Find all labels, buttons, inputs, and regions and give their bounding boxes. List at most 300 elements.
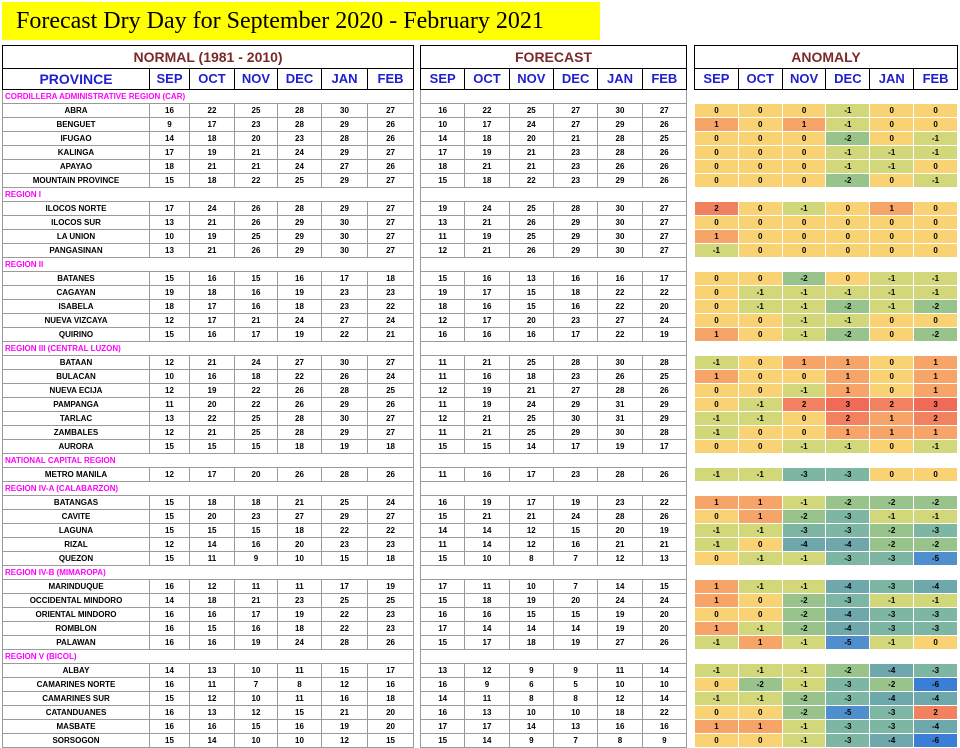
anomaly-value: 1 — [870, 412, 914, 426]
normal-value: 26 — [368, 636, 414, 650]
province-row — [695, 552, 958, 566]
anomaly-value: -3 — [826, 678, 870, 692]
normal-header-row — [3, 46, 414, 69]
normal-value: 15 — [235, 440, 278, 454]
region-spacer — [695, 258, 958, 272]
forecast-value: 21 — [465, 426, 509, 440]
forecast-value: 20 — [553, 594, 597, 608]
forecast-value: 17 — [465, 118, 509, 132]
month-header: JAN — [598, 69, 642, 90]
forecast-value: 28 — [598, 146, 642, 160]
forecast-value: 11 — [421, 538, 465, 552]
anomaly-value: -1 — [695, 636, 739, 650]
forecast-value: 31 — [598, 398, 642, 412]
normal-value: 23 — [235, 118, 278, 132]
forecast-value: 14 — [465, 538, 509, 552]
forecast-value: 9 — [642, 734, 686, 748]
normal-value: 16 — [235, 538, 278, 552]
province-name: KALINGA — [3, 146, 150, 160]
forecast-value: 11 — [465, 580, 509, 594]
anomaly-value: -2 — [782, 692, 826, 706]
province-row — [695, 524, 958, 538]
anomaly-value: -3 — [870, 608, 914, 622]
forecast-value: 16 — [421, 678, 465, 692]
anomaly-value: 1 — [914, 426, 958, 440]
normal-value: 11 — [278, 664, 322, 678]
normal-value: 11 — [235, 580, 278, 594]
normal-value: 26 — [235, 202, 278, 216]
forecast-value: 17 — [421, 622, 465, 636]
normal-value: 23 — [368, 622, 414, 636]
normal-column-header-row — [3, 69, 414, 90]
month-header: FEB — [914, 69, 958, 90]
forecast-value: 27 — [642, 202, 686, 216]
anomaly-value: -2 — [914, 328, 958, 342]
anomaly-value: 0 — [870, 314, 914, 328]
forecast-value: 17 — [509, 496, 553, 510]
forecast-value: 17 — [465, 286, 509, 300]
region-row — [3, 482, 414, 496]
anomaly-value: 0 — [738, 132, 782, 146]
anomaly-value: -5 — [826, 706, 870, 720]
normal-value: 8 — [278, 678, 322, 692]
province-row — [695, 412, 958, 426]
normal-value: 12 — [150, 314, 190, 328]
anomaly-table — [694, 45, 958, 748]
anomaly-value: 1 — [826, 426, 870, 440]
normal-value: 18 — [190, 496, 235, 510]
region-row — [421, 90, 687, 104]
province-row — [421, 510, 687, 524]
forecast-value: 24 — [509, 398, 553, 412]
anomaly-value: -1 — [782, 286, 826, 300]
forecast-value: 21 — [465, 216, 509, 230]
anomaly-value: -1 — [782, 496, 826, 510]
anomaly-value: 0 — [870, 216, 914, 230]
normal-value: 11 — [150, 398, 190, 412]
forecast-value: 24 — [465, 202, 509, 216]
anomaly-value: 0 — [695, 272, 739, 286]
anomaly-value: 1 — [782, 356, 826, 370]
normal-value: 26 — [368, 132, 414, 146]
forecast-value: 14 — [421, 692, 465, 706]
normal-table-body — [3, 90, 414, 748]
forecast-value: 16 — [465, 272, 509, 286]
forecast-value: 12 — [509, 524, 553, 538]
province-row — [3, 524, 414, 538]
forecast-value: 24 — [598, 594, 642, 608]
normal-value: 23 — [322, 538, 368, 552]
anomaly-value: 0 — [870, 132, 914, 146]
normal-value: 18 — [368, 440, 414, 454]
normal-value: 21 — [190, 160, 235, 174]
forecast-value: 24 — [642, 314, 686, 328]
anomaly-value: 0 — [695, 300, 739, 314]
normal-value: 16 — [190, 720, 235, 734]
province-row — [695, 720, 958, 734]
anomaly-value: -2 — [782, 594, 826, 608]
region-name: REGION IV-B (MIMAROPA) — [3, 566, 414, 580]
normal-value: 20 — [368, 720, 414, 734]
province-name: BATAAN — [3, 356, 150, 370]
forecast-value: 28 — [642, 426, 686, 440]
anomaly-value: -1 — [914, 510, 958, 524]
anomaly-value: 0 — [738, 608, 782, 622]
forecast-value: 21 — [642, 538, 686, 552]
province-row — [695, 328, 958, 342]
forecast-value: 9 — [509, 734, 553, 748]
province-row — [695, 398, 958, 412]
normal-value: 20 — [235, 468, 278, 482]
province-row — [3, 202, 414, 216]
forecast-value: 30 — [598, 426, 642, 440]
anomaly-value: 0 — [782, 104, 826, 118]
province-name: LAGUNA — [3, 524, 150, 538]
anomaly-value: 0 — [782, 244, 826, 258]
region-row — [695, 90, 958, 104]
forecast-value: 18 — [509, 636, 553, 650]
province-row — [421, 720, 687, 734]
region-name: REGION II — [3, 258, 414, 272]
anomaly-value: 0 — [914, 244, 958, 258]
region-row — [3, 454, 414, 468]
anomaly-value: -4 — [870, 664, 914, 678]
normal-value: 23 — [278, 594, 322, 608]
forecast-value: 22 — [509, 174, 553, 188]
month-header: JAN — [322, 69, 368, 90]
normal-value: 15 — [368, 734, 414, 748]
forecast-value: 10 — [509, 580, 553, 594]
normal-value: 21 — [235, 594, 278, 608]
province-row — [695, 356, 958, 370]
province-row — [695, 230, 958, 244]
anomaly-value: 0 — [782, 174, 826, 188]
region-row — [3, 188, 414, 202]
anomaly-value: -2 — [870, 678, 914, 692]
page-title: Forecast Dry Day for September 2020 - February 2021 — [2, 2, 600, 40]
anomaly-value: -1 — [782, 720, 826, 734]
province-name: ZAMBALES — [3, 426, 150, 440]
anomaly-value: -3 — [826, 594, 870, 608]
anomaly-value: -1 — [914, 174, 958, 188]
normal-value: 17 — [190, 314, 235, 328]
normal-value: 9 — [150, 118, 190, 132]
forecast-value: 16 — [421, 104, 465, 118]
province-row — [695, 370, 958, 384]
province-name: PAMPANGA — [3, 398, 150, 412]
anomaly-value: -2 — [914, 300, 958, 314]
anomaly-value: 1 — [914, 356, 958, 370]
anomaly-value: 0 — [738, 104, 782, 118]
normal-value: 7 — [235, 678, 278, 692]
anomaly-value: 0 — [695, 216, 739, 230]
forecast-value: 29 — [553, 244, 597, 258]
anomaly-value: -1 — [738, 412, 782, 426]
anomaly-value: -3 — [826, 468, 870, 482]
province-row — [3, 664, 414, 678]
province-name: QUIRINO — [3, 328, 150, 342]
normal-value: 15 — [150, 734, 190, 748]
province-row — [421, 286, 687, 300]
anomaly-value: -1 — [782, 734, 826, 748]
month-header: OCT — [465, 69, 509, 90]
forecast-value: 16 — [598, 272, 642, 286]
region-row — [3, 258, 414, 272]
province-row — [421, 412, 687, 426]
normal-value: 13 — [150, 412, 190, 426]
forecast-value: 14 — [509, 440, 553, 454]
forecast-value: 20 — [509, 132, 553, 146]
anomaly-value: -1 — [870, 286, 914, 300]
normal-value: 18 — [190, 286, 235, 300]
forecast-value: 26 — [642, 384, 686, 398]
anomaly-value: -2 — [870, 524, 914, 538]
forecast-value: 16 — [642, 720, 686, 734]
anomaly-value: 0 — [738, 384, 782, 398]
anomaly-value: 0 — [870, 244, 914, 258]
normal-value: 20 — [235, 132, 278, 146]
province-row — [3, 160, 414, 174]
anomaly-column-header-row — [695, 69, 958, 90]
forecast-value: 9 — [553, 664, 597, 678]
anomaly-value: -1 — [826, 104, 870, 118]
normal-value: 30 — [322, 216, 368, 230]
anomaly-value: -4 — [914, 692, 958, 706]
forecast-value: 18 — [598, 706, 642, 720]
anomaly-value: -1 — [782, 678, 826, 692]
anomaly-value: -1 — [738, 398, 782, 412]
province-row — [421, 622, 687, 636]
province-name: CAMARINES NORTE — [3, 678, 150, 692]
anomaly-value: 1 — [826, 384, 870, 398]
normal-value: 16 — [235, 300, 278, 314]
anomaly-value: 0 — [914, 202, 958, 216]
normal-value: 21 — [368, 328, 414, 342]
anomaly-value: 0 — [695, 706, 739, 720]
normal-value: 29 — [278, 216, 322, 230]
anomaly-value: 1 — [914, 384, 958, 398]
anomaly-value: 0 — [695, 384, 739, 398]
anomaly-value: -2 — [914, 538, 958, 552]
forecast-value: 16 — [598, 720, 642, 734]
province-row — [421, 300, 687, 314]
anomaly-value: -1 — [826, 440, 870, 454]
normal-value: 19 — [322, 720, 368, 734]
province-row — [421, 580, 687, 594]
forecast-value: 14 — [598, 580, 642, 594]
province-row — [695, 636, 958, 650]
normal-value: 28 — [278, 118, 322, 132]
province-row — [3, 706, 414, 720]
region-row — [695, 482, 958, 496]
normal-value: 13 — [190, 664, 235, 678]
province-name: ROMBLON — [3, 622, 150, 636]
forecast-value: 21 — [598, 538, 642, 552]
anomaly-value: 2 — [914, 412, 958, 426]
normal-value: 21 — [278, 496, 322, 510]
forecast-value: 10 — [598, 678, 642, 692]
normal-value: 18 — [150, 160, 190, 174]
region-spacer — [695, 90, 958, 104]
forecast-value: 21 — [509, 160, 553, 174]
region-spacer — [695, 454, 958, 468]
anomaly-value: -1 — [738, 286, 782, 300]
province-row — [421, 552, 687, 566]
province-row — [3, 468, 414, 482]
normal-value: 28 — [278, 412, 322, 426]
anomaly-value: 0 — [738, 356, 782, 370]
forecast-value: 14 — [465, 622, 509, 636]
anomaly-value: 0 — [826, 272, 870, 286]
normal-value: 19 — [278, 286, 322, 300]
anomaly-value: 0 — [870, 370, 914, 384]
province-name: CAGAYAN — [3, 286, 150, 300]
anomaly-value: -1 — [695, 468, 739, 482]
region-spacer — [421, 650, 687, 664]
forecast-value: 19 — [421, 286, 465, 300]
anomaly-value: 0 — [914, 118, 958, 132]
forecast-value: 16 — [465, 608, 509, 622]
anomaly-value: 3 — [914, 398, 958, 412]
province-row — [3, 538, 414, 552]
normal-value: 28 — [322, 468, 368, 482]
region-row — [421, 258, 687, 272]
normal-value: 26 — [368, 398, 414, 412]
forecast-value: 28 — [642, 356, 686, 370]
forecast-value: 25 — [509, 202, 553, 216]
normal-value: 16 — [190, 608, 235, 622]
normal-value: 15 — [150, 552, 190, 566]
normal-value: 12 — [322, 734, 368, 748]
province-row — [421, 244, 687, 258]
normal-value: 10 — [235, 734, 278, 748]
normal-value: 24 — [235, 356, 278, 370]
anomaly-header: ANOMALY — [695, 46, 958, 69]
forecast-value: 23 — [553, 160, 597, 174]
forecast-value: 26 — [642, 146, 686, 160]
anomaly-value: 0 — [695, 510, 739, 524]
anomaly-value: -1 — [870, 272, 914, 286]
province-row — [421, 426, 687, 440]
forecast-value: 14 — [509, 720, 553, 734]
province-row — [3, 230, 414, 244]
normal-value: 21 — [235, 314, 278, 328]
normal-value: 29 — [278, 230, 322, 244]
forecast-value: 21 — [465, 160, 509, 174]
normal-value: 22 — [322, 524, 368, 538]
normal-value: 19 — [190, 384, 235, 398]
normal-value: 15 — [150, 692, 190, 706]
normal-value: 10 — [278, 552, 322, 566]
anomaly-value: -3 — [826, 510, 870, 524]
normal-value: 26 — [235, 244, 278, 258]
normal-value: 18 — [235, 496, 278, 510]
normal-value: 16 — [235, 286, 278, 300]
anomaly-value: -1 — [695, 356, 739, 370]
anomaly-value: 0 — [826, 216, 870, 230]
province-row — [421, 356, 687, 370]
region-row — [421, 566, 687, 580]
forecast-value: 21 — [509, 146, 553, 160]
province-row — [421, 636, 687, 650]
province-name: MARINDUQUE — [3, 580, 150, 594]
province-row — [3, 328, 414, 342]
province-name: OCCIDENTAL MINDORO — [3, 594, 150, 608]
anomaly-value: -2 — [870, 538, 914, 552]
month-header: SEP — [150, 69, 190, 90]
forecast-value: 13 — [421, 216, 465, 230]
forecast-value: 9 — [465, 678, 509, 692]
normal-value: 23 — [322, 286, 368, 300]
month-header: FEB — [368, 69, 414, 90]
normal-value: 18 — [368, 692, 414, 706]
forecast-value: 16 — [465, 370, 509, 384]
anomaly-value: 0 — [738, 146, 782, 160]
region-row — [695, 258, 958, 272]
province-name: QUEZON — [3, 552, 150, 566]
forecast-value: 26 — [642, 510, 686, 524]
normal-value: 17 — [150, 146, 190, 160]
forecast-value: 13 — [642, 552, 686, 566]
forecast-value: 11 — [421, 356, 465, 370]
forecast-value: 16 — [465, 300, 509, 314]
anomaly-value: -1 — [738, 580, 782, 594]
normal-value: 24 — [278, 314, 322, 328]
province-row — [695, 692, 958, 706]
normal-value: 15 — [150, 524, 190, 538]
province-name: NUEVA ECIJA — [3, 384, 150, 398]
province-name: MASBATE — [3, 720, 150, 734]
forecast-value: 14 — [421, 132, 465, 146]
region-spacer — [421, 188, 687, 202]
normal-value: 24 — [278, 636, 322, 650]
anomaly-value: -1 — [782, 580, 826, 594]
anomaly-value: -4 — [826, 622, 870, 636]
normal-value: 16 — [150, 706, 190, 720]
normal-value: 23 — [368, 608, 414, 622]
province-row — [695, 608, 958, 622]
forecast-value: 11 — [421, 370, 465, 384]
anomaly-value: -1 — [870, 146, 914, 160]
normal-value: 27 — [278, 510, 322, 524]
normal-value: 28 — [322, 132, 368, 146]
forecast-value: 18 — [421, 300, 465, 314]
region-row — [695, 342, 958, 356]
anomaly-value: -1 — [914, 146, 958, 160]
province-row — [3, 496, 414, 510]
forecast-value: 12 — [465, 664, 509, 678]
province-row — [695, 132, 958, 146]
forecast-value: 14 — [642, 692, 686, 706]
normal-value: 15 — [235, 720, 278, 734]
forecast-value: 26 — [642, 160, 686, 174]
forecast-value: 6 — [509, 678, 553, 692]
province-name: CAMARINES SUR — [3, 692, 150, 706]
forecast-value: 18 — [465, 594, 509, 608]
normal-value: 22 — [235, 174, 278, 188]
normal-value: 19 — [368, 580, 414, 594]
region-name: REGION V (BICOL) — [3, 650, 414, 664]
province-row — [3, 622, 414, 636]
anomaly-value: 1 — [782, 118, 826, 132]
normal-value: 17 — [190, 300, 235, 314]
province-name: AURORA — [3, 440, 150, 454]
normal-value: 22 — [322, 622, 368, 636]
normal-value: 16 — [150, 678, 190, 692]
province-row — [421, 174, 687, 188]
anomaly-value: 1 — [738, 636, 782, 650]
anomaly-value: 1 — [695, 118, 739, 132]
